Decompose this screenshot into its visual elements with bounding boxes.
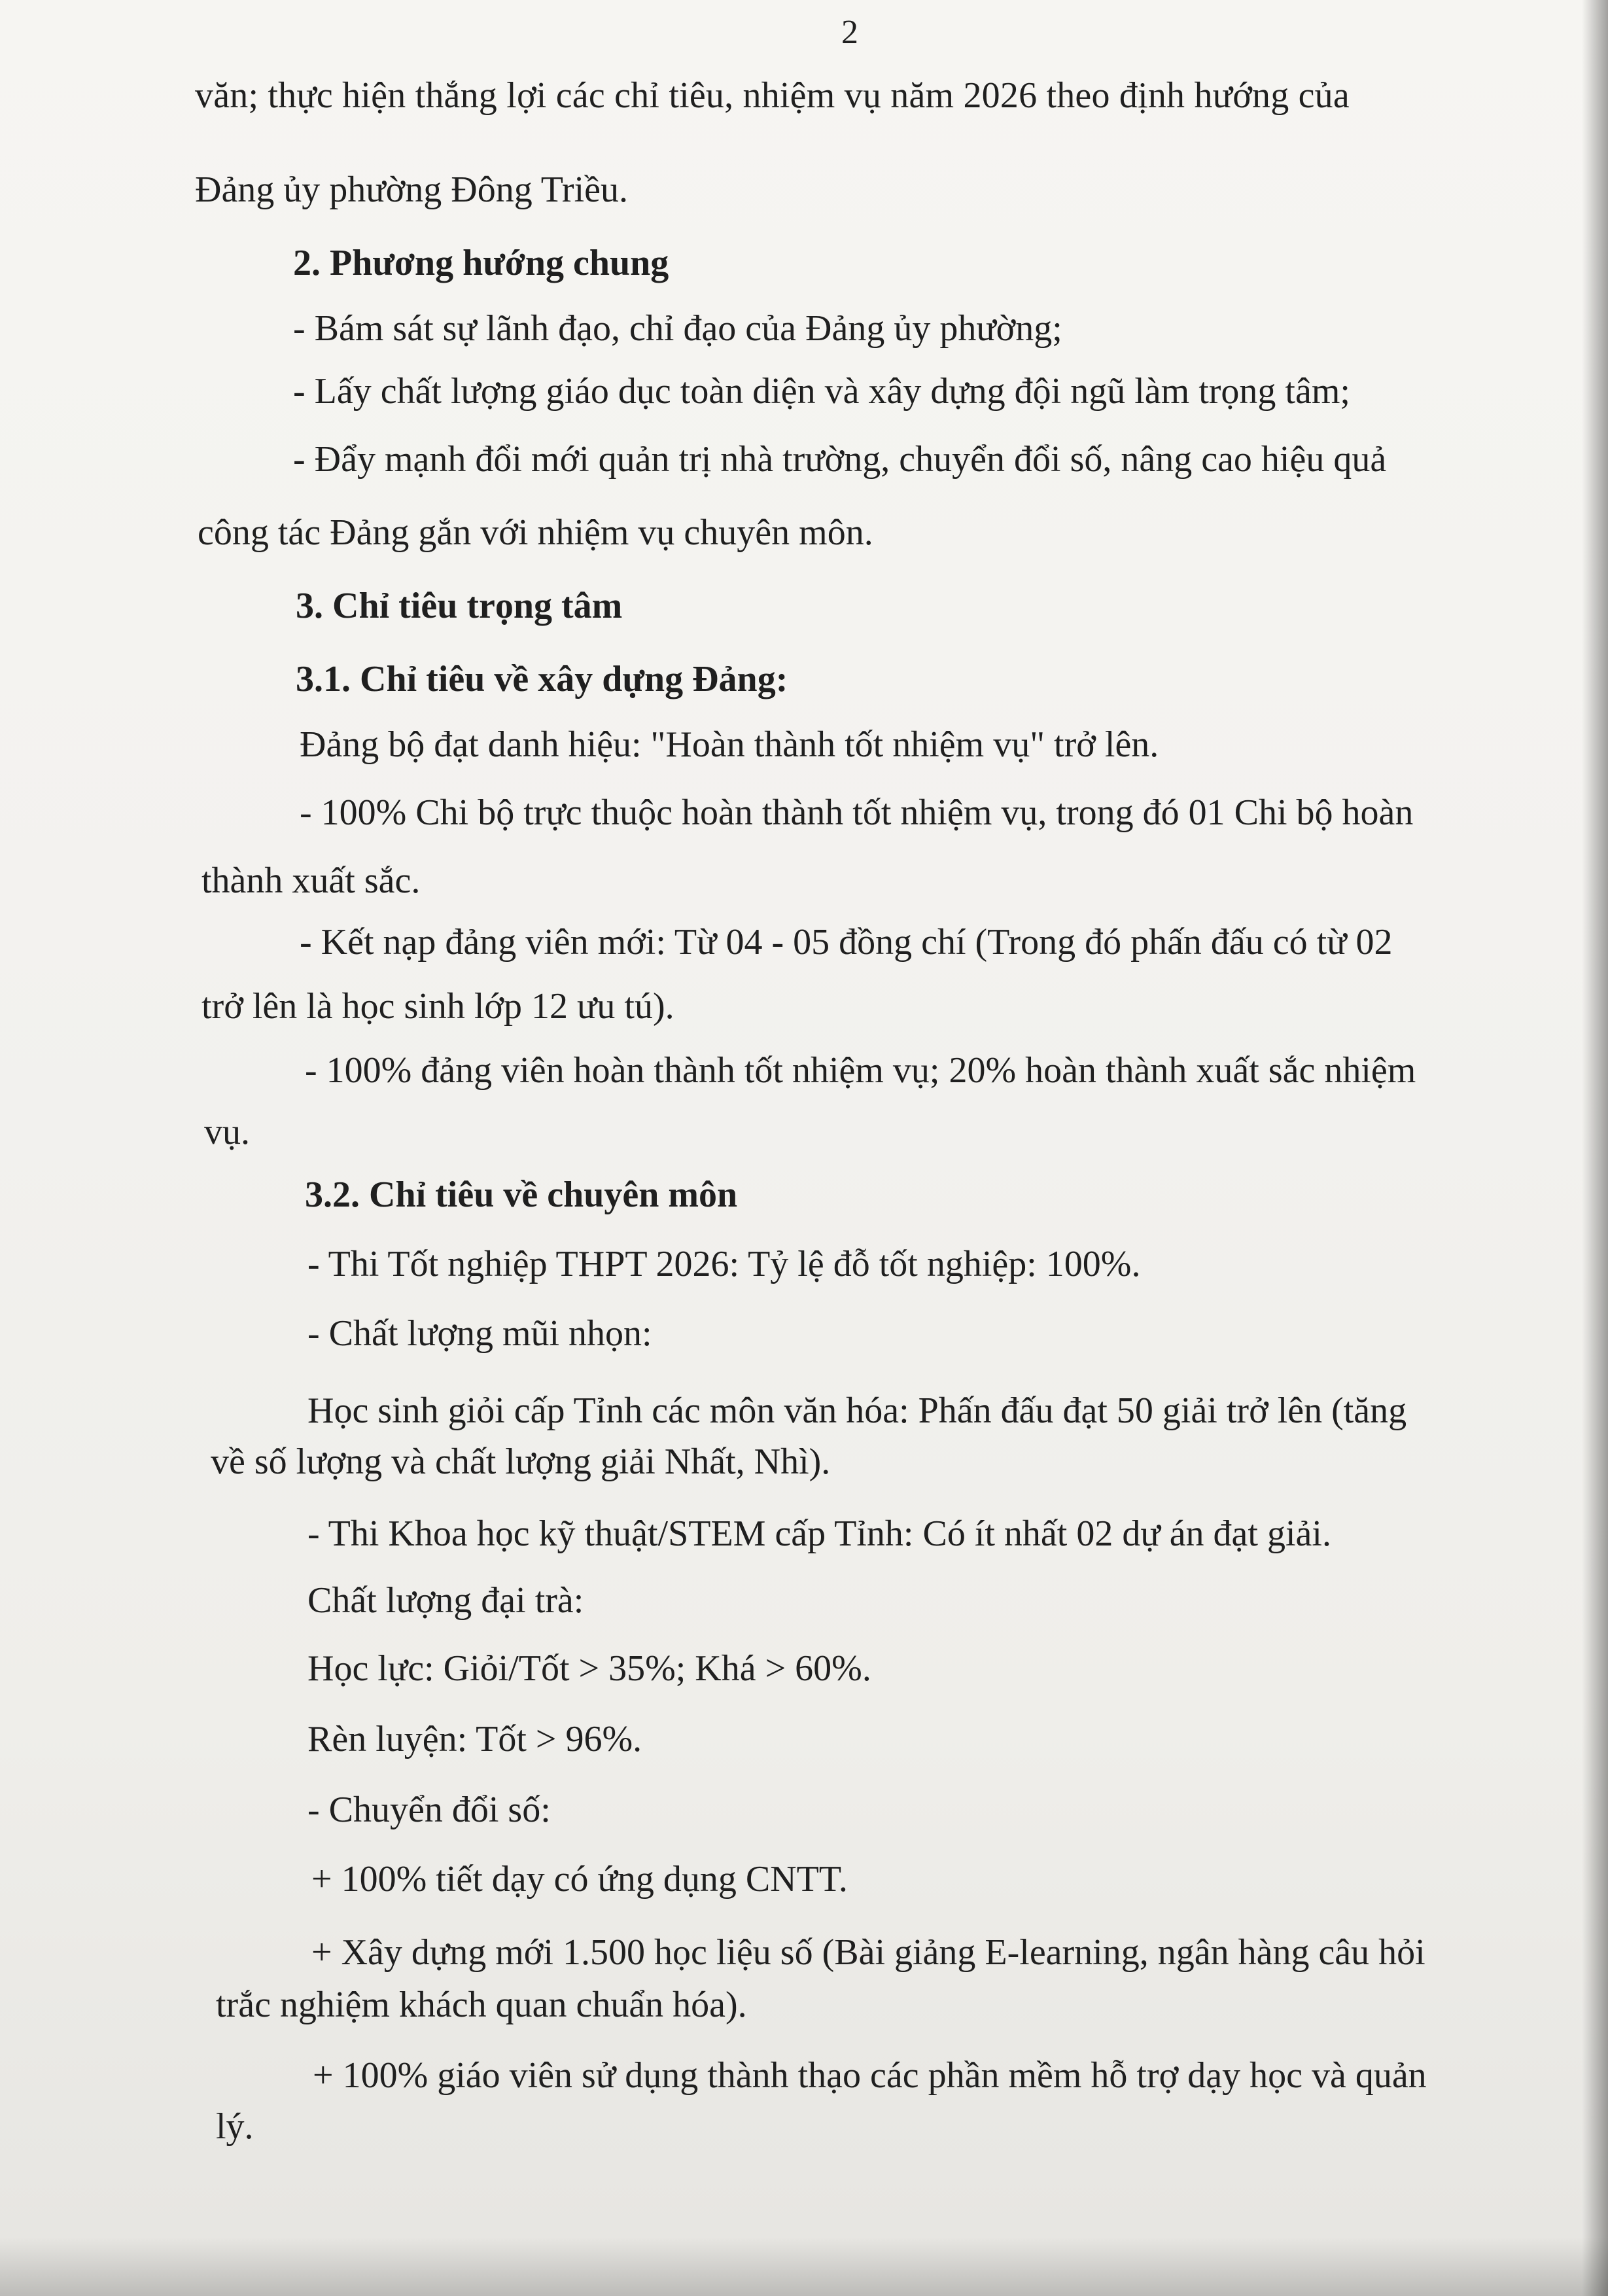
direction-item-3-line-2: công tác Đảng gắn với nhiệm vụ chuyên môn.: [198, 512, 873, 553]
professional-target-11-line-1: + 100% giáo viên sử dụng thành thạo các phần mềm hỗ trợ dạy học và quản: [313, 2055, 1427, 2096]
professional-target-2: - Chất lượng mũi nhọn:: [307, 1313, 652, 1354]
intro-line-1: văn; thực hiện thắng lợi các chỉ tiêu, nhiệm vụ năm 2026 theo định hướng của: [195, 75, 1350, 116]
professional-target-5: Chất lượng đại trà:: [307, 1580, 584, 1621]
professional-target-3-line-1: Học sinh giỏi cấp Tỉnh các môn văn hóa: Phấn đấu đạt 50 giải trở lên (tăng: [307, 1390, 1407, 1431]
professional-target-8: - Chuyển đổi số:: [307, 1790, 551, 1830]
direction-item-3-line-1: - Đẩy mạnh đổi mới quản trị nhà trường, chuyển đổi số, nâng cao hiệu quả: [293, 439, 1387, 480]
party-target-1: Đảng bộ đạt danh hiệu: "Hoàn thành tốt nhiệm vụ" trở lên.: [300, 724, 1159, 765]
professional-target-11-line-2: lý.: [216, 2106, 254, 2147]
intro-line-2: Đảng ủy phường Đông Triều.: [195, 169, 628, 210]
party-target-3-line-1: - Kết nạp đảng viên mới: Từ 04 - 05 đồng chí (Trong đó phấn đấu có từ 02: [300, 922, 1393, 963]
section-3-heading: 3. Chỉ tiêu trọng tâm: [296, 586, 623, 626]
party-target-2-line-2: thành xuất sắc.: [201, 860, 421, 901]
party-target-4-line-1: - 100% đảng viên hoàn thành tốt nhiệm vụ; 20% hoàn thành xuất sắc nhiệm: [305, 1050, 1416, 1091]
professional-target-3-line-2: về số lượng và chất lượng giải Nhất, Nhì).: [211, 1441, 831, 1482]
professional-target-6: Học lực: Giỏi/Tốt > 35%; Khá > 60%.: [307, 1648, 871, 1689]
direction-item-1: - Bám sát sự lãnh đạo, chỉ đạo của Đảng ủy phường;: [293, 308, 1062, 349]
page-edge-shadow-right: [1582, 0, 1608, 2296]
party-target-3-line-2: trở lên là học sinh lớp 12 ưu tú).: [201, 986, 674, 1027]
professional-target-7: Rèn luyện: Tốt > 96%.: [307, 1719, 642, 1759]
professional-target-10-line-2: trắc nghiệm khách quan chuẩn hóa).: [216, 1985, 747, 2025]
party-target-4-line-2: vụ.: [204, 1112, 250, 1152]
page-number: 2: [841, 14, 858, 51]
section-3-2-heading: 3.2. Chỉ tiêu về chuyên môn: [305, 1174, 738, 1215]
section-3-1-heading: 3.1. Chỉ tiêu về xây dựng Đảng:: [296, 659, 788, 699]
professional-target-9: + 100% tiết dạy có ứng dụng CNTT.: [311, 1859, 848, 1899]
section-2-heading: 2. Phương hướng chung: [293, 243, 669, 283]
page-edge-shadow-bottom: [0, 2237, 1608, 2296]
professional-target-1: - Thi Tốt nghiệp THPT 2026: Tỷ lệ đỗ tốt nghiệp: 100%.: [307, 1244, 1141, 1284]
professional-target-10-line-1: + Xây dựng mới 1.500 học liệu số (Bài giảng E-learning, ngân hàng câu hỏi: [311, 1932, 1425, 1973]
direction-item-2: - Lấy chất lượng giáo dục toàn diện và xây dựng đội ngũ làm trọng tâm;: [293, 371, 1350, 412]
party-target-2-line-1: - 100% Chi bộ trực thuộc hoàn thành tốt nhiệm vụ, trong đó 01 Chi bộ hoàn: [300, 792, 1414, 833]
professional-target-4: - Thi Khoa học kỹ thuật/STEM cấp Tỉnh: Có ít nhất 02 dự án đạt giải.: [307, 1513, 1331, 1554]
